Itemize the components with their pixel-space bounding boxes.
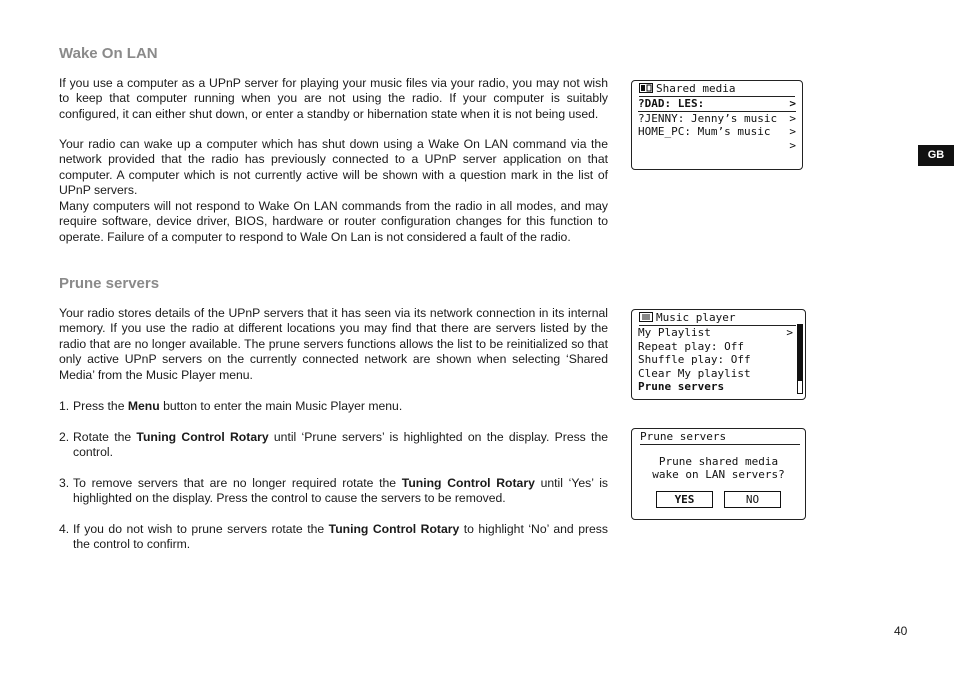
scrollbar bbox=[797, 324, 803, 394]
chevron-right-icon: > bbox=[786, 326, 793, 339]
step-text: To remove servers that are no longer required rotate the bbox=[73, 476, 402, 490]
prune-servers-display bbox=[631, 428, 806, 520]
music-player-icon bbox=[639, 312, 653, 322]
step-text: If you do not wish to prune servers rotate the bbox=[73, 522, 329, 536]
no-button: NO bbox=[724, 491, 781, 508]
display-title-bar bbox=[639, 81, 795, 97]
list-item bbox=[638, 139, 796, 153]
prune-paragraph: Your radio stores details of the UPnP servers that it has seen via its network connection in its internal memory. If you use the radio at different locations you may find that there are servers listed by the radio that are no longer available. The prune servers functions allows the list to be reinitialized so that only active UPnP servers on the currently connected network are shown when selecting ‘Shared Media’ from the Music Player menu. bbox=[59, 306, 608, 382]
list-item-label: ?DAD: LES: bbox=[638, 97, 705, 110]
dialog-message-line: wake on LAN servers? bbox=[652, 468, 785, 481]
dialog-message-line: Prune shared media bbox=[658, 455, 779, 468]
step-number: 4. bbox=[59, 522, 70, 536]
chevron-right-icon: > bbox=[789, 125, 796, 138]
wake-paragraph-3: Many computers will not respond to Wake On LAN commands from the radio in all modes, and may require software, device driver, BIOS, hardware or router configuration changes for this function to operate. Failure of a computer to respond to Wale On Lan is not considered a fault of the radio. bbox=[59, 199, 608, 244]
list-item bbox=[638, 326, 793, 340]
step-text: to highlight ‘No’ and press the control to confirm. bbox=[73, 522, 608, 552]
shared-media-icon bbox=[639, 83, 653, 93]
list-item bbox=[638, 112, 796, 126]
step-2 bbox=[59, 430, 608, 461]
display-title-bar bbox=[639, 310, 796, 326]
step-3 bbox=[59, 476, 608, 507]
display-title: Shared media bbox=[656, 82, 736, 95]
display-title-bar bbox=[640, 429, 800, 445]
list-item-label: Prune servers bbox=[638, 380, 725, 393]
step-text: Press the bbox=[73, 399, 128, 413]
list-item-label: ?JENNY: Jenny’s music bbox=[638, 111, 778, 125]
menu-list bbox=[638, 326, 793, 394]
step-keyword: Tuning Control Rotary bbox=[136, 430, 269, 444]
step-keyword: Tuning Control Rotary bbox=[328, 522, 460, 536]
prune-servers-heading: Prune servers bbox=[59, 275, 160, 292]
wake-paragraph-2: Your radio can wake up a computer which has shut down using a Wake On LAN command via the network provided that the radio has previously connected to a UPnP server application on that computer. A computer which is not currently active will be shown with a question mark in the list of UPnP servers. bbox=[59, 137, 608, 198]
display-title: Prune servers bbox=[640, 430, 727, 443]
scrollbar-thumb bbox=[798, 325, 802, 381]
list-item-label: Shuffle play: Off bbox=[638, 353, 751, 366]
list-item-label: HOME_PC: Mum’s music bbox=[638, 125, 771, 138]
step-keyword: Tuning Control Rotary bbox=[401, 476, 535, 490]
step-text: until ‘Prune servers’ is highlighted on the display. Press the control. bbox=[73, 430, 609, 460]
shared-media-display bbox=[631, 80, 803, 170]
chevron-right-icon: > bbox=[789, 97, 796, 110]
wake-on-lan-heading: Wake On LAN bbox=[59, 45, 158, 62]
step-4 bbox=[59, 522, 608, 553]
language-tab: GB bbox=[918, 145, 954, 166]
music-player-display bbox=[631, 309, 806, 400]
list-item bbox=[638, 353, 793, 367]
step-text: until ‘Yes’ is highlighted on the display. Press the control to cause the servers to be removed. bbox=[73, 476, 608, 506]
display-title: Music player bbox=[656, 311, 736, 324]
step-number: 1. bbox=[59, 399, 70, 413]
step-keyword: Menu bbox=[127, 399, 160, 413]
step-1 bbox=[59, 399, 608, 414]
yes-button: YES bbox=[656, 491, 713, 508]
chevron-right-icon: > bbox=[789, 111, 796, 125]
step-number: 3. bbox=[59, 476, 70, 490]
server-list bbox=[638, 97, 796, 152]
list-item-label: My Playlist bbox=[638, 326, 711, 339]
step-text: button to enter the main Music Player menu. bbox=[159, 399, 403, 413]
list-item-label: Clear My playlist bbox=[638, 366, 751, 380]
list-item bbox=[638, 367, 793, 381]
list-item bbox=[638, 125, 796, 139]
chevron-right-icon: > bbox=[789, 138, 796, 152]
list-item-label: Repeat play: Off bbox=[638, 339, 744, 353]
step-number: 2. bbox=[59, 430, 70, 444]
list-item bbox=[638, 340, 793, 354]
wake-paragraph-1: If you use a computer as a UPnP server for playing your music files via your radio, you may not wish to keep that computer running when you are not using the radio. If your computer is suitably configured, it can either shut down, or enter a standby or hibernation state when it is not being used. bbox=[59, 76, 608, 121]
list-item bbox=[638, 97, 796, 112]
list-item-selected bbox=[638, 380, 793, 394]
dialog-message bbox=[632, 455, 805, 481]
page-number: 40 bbox=[894, 624, 908, 638]
step-text: Rotate the bbox=[73, 430, 137, 444]
